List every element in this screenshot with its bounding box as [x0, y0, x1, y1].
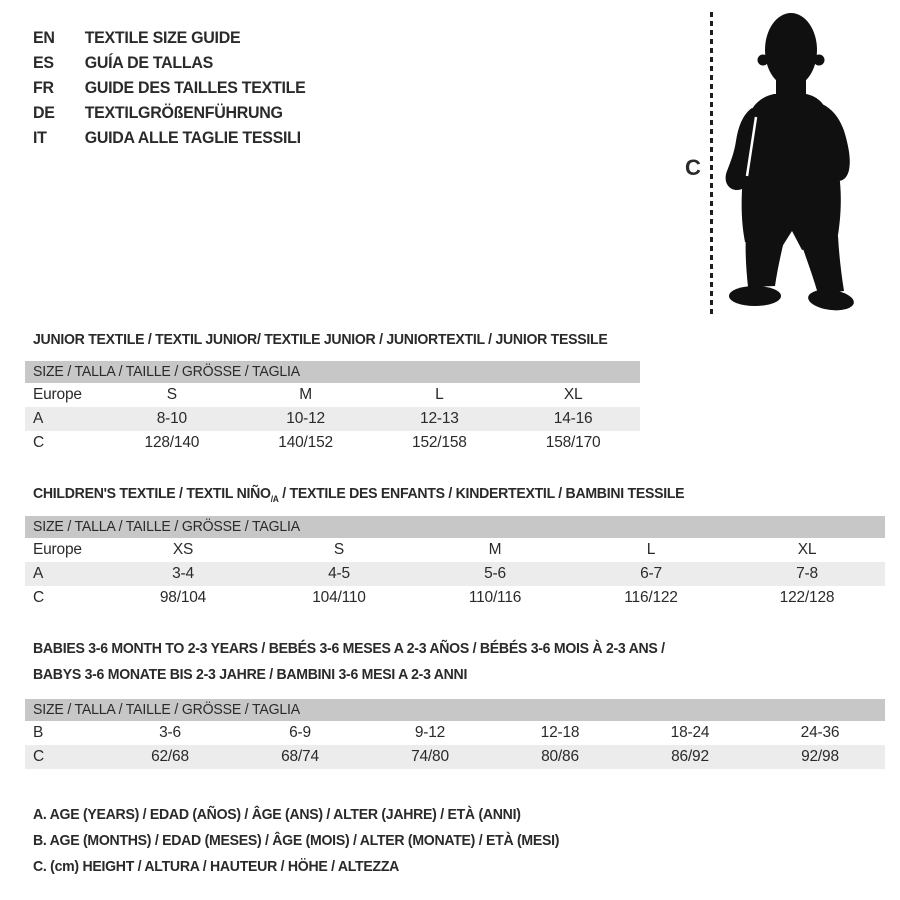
footnotes — [33, 802, 593, 880]
size-value-cell: 4-5 — [328, 565, 350, 582]
table-row — [25, 407, 640, 431]
size-value-cell: XL — [563, 386, 583, 403]
row-label-cell: C — [33, 748, 44, 765]
size-value-cell: 116/122 — [624, 589, 678, 606]
size-value-cell: 18-24 — [670, 724, 710, 741]
language-title: GUÍA DE TALLAS — [84, 53, 214, 72]
language-title: TEXTILGRÖßENFÜHRUNG — [84, 103, 283, 122]
heading-text: / TEXTILE DES ENFANTS / KINDERTEXTIL / BAMBINI TESSILE — [278, 485, 685, 502]
table-row — [25, 383, 640, 407]
section-children-textile — [25, 481, 885, 606]
size-header-bar — [25, 699, 885, 721]
size-value-cell: 14-16 — [553, 410, 593, 427]
language-row-de — [33, 100, 306, 125]
size-value-cell: 9-12 — [414, 724, 446, 741]
size-value-cell: M — [488, 541, 502, 558]
size-value-cell: 10-12 — [286, 410, 325, 427]
size-value-cell: 128/140 — [144, 434, 200, 451]
language-title: GUIDA ALLE TAGLIE TESSILI — [84, 128, 301, 147]
size-value-cell: 110/116 — [468, 589, 522, 606]
size-value-cell: 104/110 — [312, 589, 366, 606]
language-code: DE — [33, 103, 55, 122]
size-value-cell: XS — [172, 541, 194, 558]
footnote-text: B. AGE (MONTHS) / EDAD (MESES) / ÂGE (MOIS) / ALTER (MONATE) / ETÀ (MESI) — [33, 832, 560, 849]
heading-text: BABIES 3-6 MONTH TO 2-3 YEARS / BEBÉS 3-6 MESES A 2-3 AÑOS / BÉBÉS 3-6 MOIS À 2-3 ANS / — [33, 640, 665, 657]
size-header-text: SIZE / TALLA / TAILLE / GRÖSSE / TAGLIA — [33, 701, 300, 718]
row-label-cell: A — [33, 565, 44, 582]
size-value-cell: 7-8 — [796, 565, 818, 582]
size-value-cell: 86/92 — [671, 748, 709, 765]
size-table — [25, 383, 640, 455]
table-row — [25, 431, 640, 455]
size-value-cell: 5-6 — [484, 565, 506, 582]
size-value-cell: 140/152 — [278, 434, 333, 451]
language-code: EN — [33, 28, 55, 47]
size-value-cell: 62/68 — [151, 748, 189, 765]
baby-silhouette — [716, 10, 864, 312]
language-title: TEXTILE SIZE GUIDE — [84, 28, 241, 47]
size-value-cell: 12-13 — [420, 410, 459, 427]
language-title: GUIDE DES TAILLES TEXTILE — [84, 78, 306, 97]
heading-text: BABYS 3-6 MONATE BIS 2-3 JAHRE / BAMBINI 3-6 MESI A 2-3 ANNI — [33, 666, 468, 683]
size-value-cell: XL — [797, 541, 817, 558]
height-c-label: C — [685, 155, 701, 180]
size-value-cell: 152/158 — [412, 434, 467, 451]
table-row — [25, 745, 885, 769]
size-value-cell: 6-9 — [289, 724, 311, 741]
size-value-cell: 24-36 — [800, 724, 840, 741]
section-junior-textile — [25, 327, 640, 451]
row-label-cell: Europe — [33, 386, 82, 403]
row-label-cell: Europe — [33, 541, 82, 558]
row-label-cell: C — [33, 589, 44, 606]
language-row-fr — [33, 75, 306, 100]
size-header-text: SIZE / TALLA / TAILLE / GRÖSSE / TAGLIA — [33, 518, 300, 535]
size-table — [25, 721, 885, 769]
section-heading — [33, 636, 885, 688]
language-row-es — [33, 50, 306, 75]
size-value-cell: 92/98 — [801, 748, 839, 765]
table-row — [25, 586, 885, 610]
language-code: FR — [33, 78, 54, 97]
footnote-text: C. (cm) HEIGHT / ALTURA / HAUTEUR / HÖHE / ALTEZZA — [33, 858, 400, 875]
language-title-list — [33, 25, 323, 150]
size-header-bar — [25, 361, 640, 383]
section-heading — [33, 327, 640, 353]
language-code: IT — [33, 128, 47, 147]
size-value-cell: L — [435, 386, 444, 403]
language-row-it — [33, 125, 306, 150]
section-babies-textile — [25, 636, 885, 765]
row-label-cell: A — [33, 410, 44, 427]
size-value-cell: S — [333, 541, 345, 558]
size-header-bar — [25, 516, 885, 538]
size-value-cell: 80/86 — [541, 748, 579, 765]
row-label-cell: C — [33, 434, 44, 451]
size-table — [25, 538, 885, 610]
heading-text: JUNIOR TEXTILE / TEXTIL JUNIOR/ TEXTILE JUNIOR / JUNIORTEXTIL / JUNIOR TESSILE — [33, 331, 608, 348]
table-row — [25, 562, 885, 586]
size-value-cell: 3-6 — [159, 724, 181, 741]
size-value-cell: M — [299, 386, 312, 403]
heading-text: /A — [270, 494, 279, 504]
heading-text: CHILDREN'S TEXTILE / TEXTIL NIÑO — [33, 485, 271, 502]
size-value-cell: L — [646, 541, 656, 558]
size-value-cell: S — [166, 386, 177, 403]
size-value-cell: 68/74 — [281, 748, 319, 765]
language-code: ES — [33, 53, 54, 72]
size-value-cell: 122/128 — [779, 589, 835, 606]
language-row-en — [33, 25, 306, 50]
section-heading — [33, 481, 885, 507]
size-value-cell: 74/80 — [411, 748, 449, 765]
size-value-cell: 158/170 — [545, 434, 601, 451]
size-value-cell: 6-7 — [640, 565, 662, 582]
size-value-cell: 12-18 — [540, 724, 580, 741]
footnote-text: A. AGE (YEARS) / EDAD (AÑOS) / ÂGE (ANS) / ALTER (JAHRE) / ETÀ (ANNI) — [33, 806, 521, 823]
size-header-text: SIZE / TALLA / TAILLE / GRÖSSE / TAGLIA — [33, 363, 300, 380]
size-value-cell: 8-10 — [156, 410, 187, 427]
table-row — [25, 721, 885, 745]
row-label-cell: B — [33, 724, 44, 741]
table-row — [25, 538, 885, 562]
size-value-cell: 98/104 — [159, 589, 207, 606]
size-value-cell: 3-4 — [172, 565, 194, 582]
height-measure-dotted-line — [710, 12, 713, 314]
